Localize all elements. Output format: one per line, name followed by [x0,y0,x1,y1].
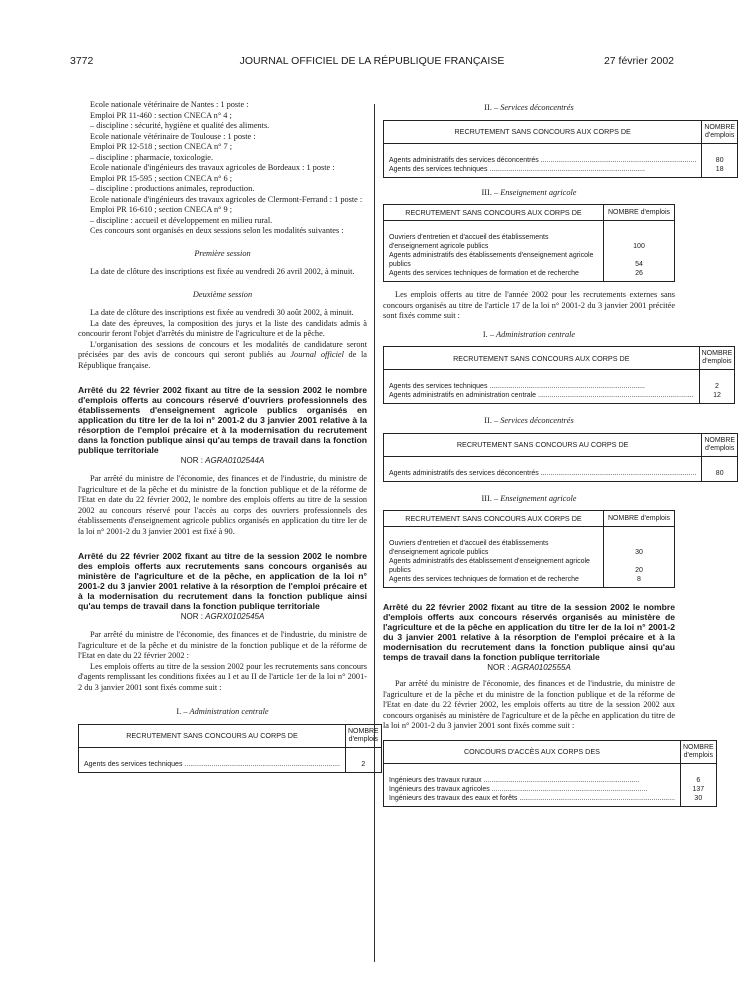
table-cell-value: 8 [604,575,675,588]
table-header-corps: CONCOURS D'ACCÈS AUX CORPS DES [384,740,681,763]
section-II-title: II. – Services déconcentrés [484,103,574,112]
right-column [383,103,736,807]
table-header-nombre: NOMBRE d'emplois [699,347,735,370]
table-row [384,251,675,269]
emplois-table [383,204,675,282]
table-I2-administration-centrale [383,346,733,404]
table-cell-label: Agents des services techniques ..... [384,165,702,178]
intro-line: – discipline : accueil et développement en milieu rural. [90,215,273,225]
table-cell-label: Agents des services techniques de formation et de recherche [389,270,579,277]
table-II2-services-deconcentres [383,433,736,482]
paragraph-emplois-2002: Les emplois offerts au titre de l'année 2002 pour les recrutements externes sans concours organisés au titre de l'article 17 de la loi n° 2001-2 du 3 janvier 2001 précitée sont fixés comme suit : [383,290,675,320]
table-cell-value: 6 [680,763,716,785]
table-row [384,785,717,794]
table-row [384,557,675,575]
intro-line: Ecole nationale vétérinaire de Toulouse : 1 poste : [90,131,256,141]
intro-line: Ecole nationale d'ingénieurs des travaux agricoles de Clermont-Ferrand : 1 poste : [90,194,363,204]
table-header-nombre: NOMBRE d'emplois [345,724,381,747]
table-row [384,575,675,588]
table-cell-value: 30 [604,527,675,558]
table-row [384,763,717,785]
table-row [384,143,738,165]
table-III2-enseignement-agricole [383,510,675,588]
session1-text: La date de clôture des inscriptions est fixée au vendredi 26 avril 2002, à minuit. [90,267,355,276]
intro-line: Ecole nationale d'ingénieurs des travaux agricoles de Bordeaux : 1 poste : [90,163,335,172]
emplois-table [383,740,717,807]
emplois-table [383,120,738,178]
paragraph-epreuves: La date des épreuves, la composition des jurys et la liste des candidats admis à concourir feront l'objet d'arrêtés du ministre de l'agriculture et de la pêche. [78,318,367,338]
table-II-services-deconcentres [383,120,736,178]
table-III-enseignement-agricole [383,204,675,282]
table-cell-value: 20 [604,557,675,575]
intro-line: Emploi PR 15-595 ; section CNECA n° 6 ; [90,173,233,183]
table-header-nombre: NOMBRE d'emplois [702,120,738,143]
intro-line: Emploi PR 12-518 ; section CNECA n° 7 ; [90,142,233,151]
table-header-nombre: NOMBRE d'emplois [604,511,675,527]
table-header-corps: RECRUTEMENT SANS CONCOURS AU CORPS DE [79,724,346,747]
table-cell-value: 18 [702,165,738,178]
table-cell-label: Ingénieurs des travaux agricoles ..... [384,785,681,794]
section-I-title: I. – Administration centrale [176,707,269,716]
arrete3-nor: NOR : AGRA0102555A [487,663,571,672]
table-header-corps: RECRUTEMENT SANS CONCOURS AU CORPS DE [384,433,702,456]
page-header [70,55,674,69]
paragraph-organisation: L'organisation des sessions de concours et les modalités de candidature seront précisées par des avis de concours qui seront publiés au Journal officiel de la République française. [78,339,367,370]
table-I-administration-centrale [78,724,379,773]
table-cell-label: Agents des services techniques ..... [79,747,346,772]
table-cell-value: 26 [604,269,675,282]
table-cell-value: 80 [702,456,738,481]
table-cell-label: Agents administratifs des établissements d'enseignement agricole publics [389,252,594,268]
table-cell-label: Agents des services techniques de formation et de recherche [389,576,579,583]
emplois-table [383,510,675,588]
section-II2-title: II. – Services déconcentrés [484,416,574,425]
intro-line: – discipline : pharmacie, toxicologie. [90,152,214,162]
table-cell-label: Agents des services techniques ..... [384,370,700,392]
table-cell-label: Ingénieurs des travaux ruraux ..... [384,763,681,785]
intro-line: – discipline : sécurité, hygiène et qualité des aliments. [90,121,270,130]
table-cell-label: Ouvriers d'entretien et d'accueil des établissements d'enseignement agricole publics [389,540,549,556]
intro-line: – discipline : productions animales, reproduction. [90,184,255,193]
table-row [384,370,735,392]
table-header-corps: RECRUTEMENT SANS CONCOURS AUX CORPS DE [384,347,700,370]
page-number: 3772 [70,55,94,67]
table-cell-value: 54 [604,251,675,269]
session1-title: Première session [194,248,251,258]
table-cell-label: Ingénieurs des travaux des eaux et forêts ..... [384,794,681,807]
arrete2-text1: Par arrêté du ministre de l'économie, des finances et de l'industrie, du ministre de l'agriculture et de la pêche et du ministre de la fonction publique et de la réforme de l'Etat en date du 22 février 2002 : [78,630,367,660]
table-cell-label: Agents administratifs en administration centrale ..... [384,391,700,404]
table-header-corps: RECRUTEMENT SANS CONCOURS AUX CORPS DE [384,511,604,527]
table-row [384,269,675,282]
session2-text: La date de clôture des inscriptions est fixée au vendredi 30 août 2002, à minuit. [90,308,354,317]
intro-line: Emploi PR 16-610 ; section CNECA n° 9 ; [90,205,233,214]
table-cell-value: 2 [699,370,735,392]
arrete3-text: Par arrêté du ministre de l'économie, des finances et de l'industrie, du ministre de l'agriculture et de la pêche et du ministre de la fonction publique et de la réforme de l'Etat en date du 22 février 2002, les emplois offerts au titre de la session 2002 aux concours organisés au ministère de l'agriculture et de la pêche en application du titre de la loi n° 2001-2 du 3 janvier 2001 sont fixés comme suit : [383,679,675,730]
table-row [384,794,717,807]
journal-title: JOURNAL OFFICIEL DE LA RÉPUBLIQUE FRANÇAISE [239,55,505,67]
emplois-table [383,433,738,482]
table-row [384,527,675,558]
emplois-table [383,346,735,404]
issue-date: 27 février 2002 [603,55,674,67]
left-column [78,100,379,773]
intro-line: Emploi PR 11-460 : section CNECA n° 4 ; [90,110,232,120]
section-I2-title: I. – Administration centrale [482,329,576,339]
section-III-title: III. – Enseignement agricole [481,187,577,197]
arrete1-text: Par arrêté du ministre de l'économie, des finances et de l'industrie, du ministre de l'agriculture et de la pêche et du ministre de la fonction publique et de la réforme de l'Etat en date du 22 février 2002, le nombre des emplois offerts au titre de la session 2002 au concours réservé pour l'accès au corps des ouvriers professionnels des établissements d'enseignement agricole publics organisés en application du titre Ier de la loi n° 2001-2 du 3 janvier 2001 est fixé à 90. [78,474,367,536]
table-cell-label: Agents administratifs des services déconcentrés ..... [384,143,702,165]
table-header-nombre: NOMBRE d'emplois [604,205,675,221]
table-IV-concours-acces [383,740,714,807]
table-cell-label: Agents administratifs des services déconcentrés ..... [384,456,702,481]
session2-title: Deuxième session [192,289,253,299]
table-row [384,391,735,404]
table-header-nombre: NOMBRE d'emplois [680,740,716,763]
table-cell-label: Ouvriers d'entretien et d'accueil des établissements d'enseignement agricole publics [389,234,549,250]
emplois-table [78,724,382,773]
intro-list [78,100,367,237]
table-cell-value: 12 [699,391,735,404]
arrete1-title: Arrêté du 22 février 2002 fixant au titre de la session 2002 le nombre d'emplois offerts au concours réservé d'ouvriers professionnels des établissements d'enseignement agricole publics organisés en application du titre Ier de la loi n° 2001-2 du 3 janvier 2001 relative à la résorption de l'emploi précaire et à la modernisation du recrutement dans la fonction publique ainsi qu'au temps de travail dans la fonction publique territoriale [78,385,367,455]
table-row [79,747,382,772]
arrete2-text2: Les emplois offerts au titre de la session 2002 pour les recrutements sans concours d'agents remplissant les conditions fixées au I et au II de l'article 1er de la loi n° 2001-2 du 3 janvier 2001 sont fixés comme suit : [78,661,367,692]
table-row [384,165,738,178]
table-cell-value: 2 [345,747,381,772]
table-row [384,221,675,252]
column-divider [374,104,375,962]
arrete2-nor: NOR : AGRX0102545A [180,612,265,621]
table-header-corps: RECRUTEMENT SANS CONCOURS AUX CORPS DE [384,205,604,221]
intro-line: Ces concours sont organisés en deux sessions selon les modalités suivantes : [90,226,344,235]
section-III2-title: III. – Enseignement agricole [481,493,577,503]
intro-line: Ecole nationale vétérinaire de Nantes : 1 poste : [90,100,249,109]
table-cell-value: 30 [680,794,716,807]
arrete1-nor: NOR : AGRA0102544A [180,456,265,465]
table-row [384,456,738,481]
arrete2-title: Arrêté du 22 février 2002 fixant au titre de la session 2002 le nombre des emplois offerts aux recrutements sans concours organisés au ministère de l'agriculture et de la pêche, en application de la loi n° 2001-2 du 3 janvier 2001 relative à la résorption de l'emploi précaire et à la modernisation du recrutement dans la fonction publique ainsi qu'au temps de travail dans la fonction publique territoriale [78,551,367,611]
table-cell-label: Agents administratifs des établissement d'enseignement agricole publics [389,558,590,574]
arrete3-title: Arrêté du 22 février 2002 fixant au titre de la session 2002 le nombre d'emplois offerts aux concours réservés organisés au ministère de l'agriculture et de la pêche en application du titre Ier de la loi n° 2001-2 du 3 janvier 2001 relative à la résorption de l'emploi précaire et à la modernisation du recrutement dans la fonction publique ainsi qu'au temps de travail dans la fonction publique territoriale [383,602,675,662]
table-header-corps: RECRUTEMENT SANS CONCOURS AUX CORPS DE [384,120,702,143]
table-cell-value: 137 [680,785,716,794]
table-cell-value: 80 [702,143,738,165]
table-header-nombre: NOMBRE d'emplois [702,433,738,456]
table-cell-value: 100 [604,221,675,252]
